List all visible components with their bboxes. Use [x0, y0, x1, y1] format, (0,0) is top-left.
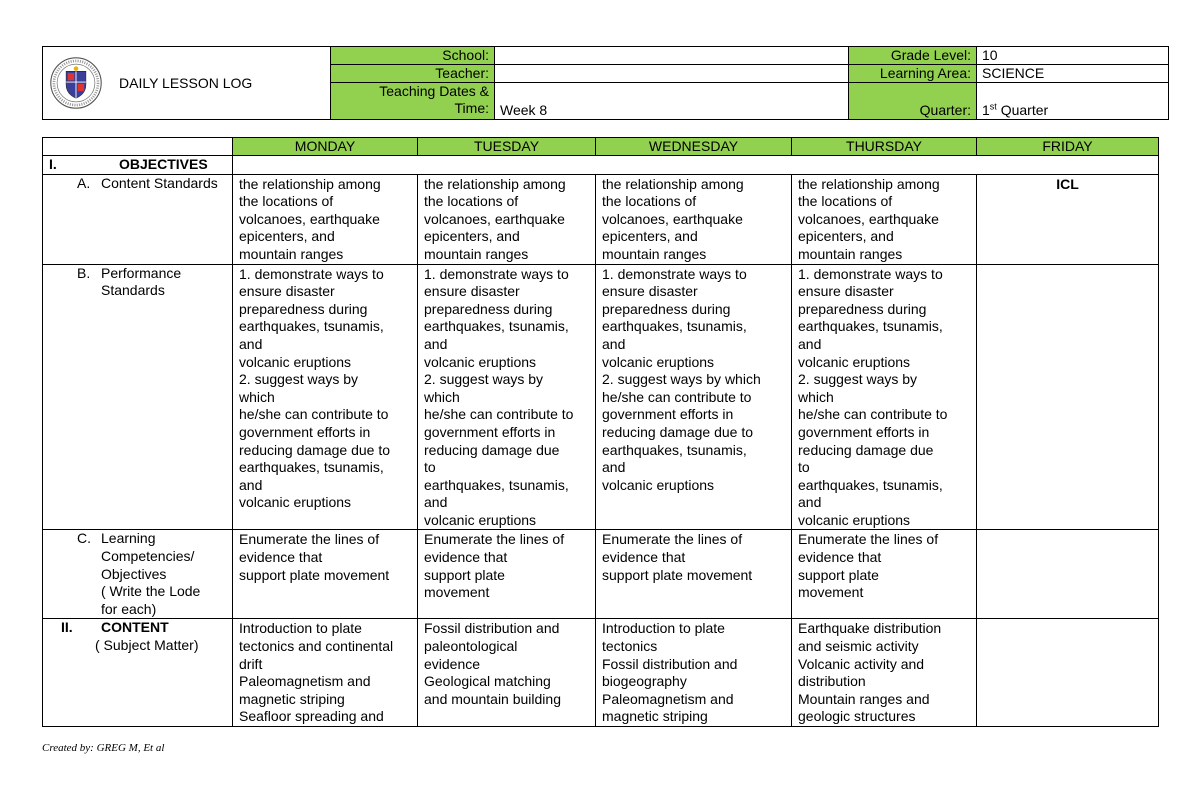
day-monday: MONDAY	[233, 138, 418, 156]
cell-line: earthquakes, tsunamis,	[798, 476, 943, 493]
cell-line: epicenters, and	[602, 228, 698, 245]
cell-line: 2. suggest ways by	[239, 371, 359, 388]
cell-line: volcanic eruptions	[424, 353, 537, 370]
learning-area-field[interactable]: SCIENCE	[977, 65, 1169, 83]
content-thursday[interactable]	[792, 619, 977, 727]
cell-line: geologic structures	[798, 708, 916, 725]
content-row	[43, 619, 1159, 727]
cell-line: support plate	[798, 566, 879, 583]
cell-line: Earthquake distribution	[798, 620, 942, 637]
cell-line: preparedness during	[239, 300, 368, 317]
cell-line: reducing damage due	[798, 441, 934, 458]
learning-competencies-friday[interactable]	[977, 530, 1159, 619]
cell-line: and	[602, 335, 626, 352]
cell-line: volcanoes, earthquake	[798, 210, 939, 227]
performance-standards-label	[43, 264, 233, 530]
deped-seal-icon	[49, 56, 103, 110]
cell-line: and seismic activity	[798, 638, 919, 655]
cell-line: reducing damage due to	[602, 423, 753, 440]
cell-line: Enumerate the lines of	[239, 531, 380, 548]
blank-header-cell	[43, 138, 233, 156]
quarter-word: Quarter	[996, 102, 1049, 118]
cell-line: Enumerate the lines of	[602, 531, 743, 548]
learning-competencies-text	[89, 530, 200, 618]
school-label: School:	[331, 47, 495, 65]
cell-line: ensure disaster	[239, 283, 335, 300]
cell-line: the locations of	[424, 193, 519, 210]
cell-line: Competencies/	[101, 548, 195, 565]
cell-line: 1. demonstrate ways to	[798, 265, 943, 282]
footer-credit: Created by: GREG M, Et al	[42, 742, 165, 754]
content-standards-row	[43, 174, 1159, 264]
cell-line: drift	[239, 655, 263, 672]
cell-line: he/she can contribute to	[424, 406, 574, 423]
cell-line: preparedness during	[602, 300, 731, 317]
cell-line: volcanic eruptions	[798, 511, 911, 528]
performance-standards-row	[43, 264, 1159, 530]
cell-line: he/she can contribute to	[798, 406, 948, 423]
cell-line: movement	[798, 584, 864, 601]
teaching-dates-label-line2: Time:	[454, 100, 489, 116]
day-header-row	[43, 138, 1159, 156]
learning-competencies-row	[43, 530, 1159, 619]
day-friday: FRIDAY	[977, 138, 1159, 156]
cell-line: earthquakes, tsunamis,	[424, 476, 569, 493]
quarter-label: Quarter:	[849, 83, 977, 120]
teaching-dates-label	[331, 83, 495, 120]
cell-line: he/she can contribute to	[239, 406, 389, 423]
cell-line: epicenters, and	[798, 228, 894, 245]
quarter-number: 1	[982, 102, 990, 118]
content-standards-thursday[interactable]	[792, 174, 977, 264]
cell-line: support plate movement	[602, 566, 753, 583]
content-friday[interactable]	[977, 619, 1159, 727]
cell-line: the locations of	[239, 193, 334, 210]
cell-line: support plate	[424, 566, 505, 583]
cell-line: Seafloor spreading and	[239, 708, 384, 725]
content-monday[interactable]	[233, 619, 418, 727]
cell-line: Introduction to plate	[602, 620, 725, 637]
cell-line: and	[239, 476, 263, 493]
cell-line: evidence that	[602, 549, 686, 566]
grade-level-label: Grade Level:	[849, 47, 977, 65]
cell-line: government efforts in	[239, 423, 371, 440]
cell-line: Fossil distribution and	[602, 655, 738, 672]
content-sublabel: ( Subject Matter)	[95, 637, 199, 654]
learning-competencies-tuesday[interactable]	[418, 530, 596, 619]
cell-line: evidence that	[239, 549, 323, 566]
content-label	[43, 619, 233, 727]
logo-cell	[43, 47, 331, 120]
cell-line: Enumerate the lines of	[798, 531, 939, 548]
cell-line: mountain ranges	[602, 245, 707, 262]
day-thursday: THURSDAY	[792, 138, 977, 156]
cell-line: reducing damage due to	[239, 441, 390, 458]
cell-line: which	[239, 388, 275, 405]
cell-line: evidence that	[798, 549, 882, 566]
content-standards-label	[43, 174, 233, 264]
cell-line: distribution	[798, 673, 866, 690]
quarter-field[interactable]	[977, 83, 1169, 120]
cell-line: ensure disaster	[602, 283, 698, 300]
cell-line: evidence that	[424, 549, 508, 566]
day-tuesday: TUESDAY	[418, 138, 596, 156]
cell-line: volcanic eruptions	[424, 511, 537, 528]
cell-line: volcanic eruptions	[239, 494, 352, 511]
cell-line: biogeography	[602, 673, 687, 690]
cell-line: movement	[424, 584, 490, 601]
lesson-table	[42, 137, 1159, 727]
teacher-field[interactable]	[495, 65, 849, 83]
teaching-dates-label-line1: Teaching Dates &	[379, 83, 489, 99]
cell-line: 1. demonstrate ways to	[424, 265, 569, 282]
content-standards-letter: A.	[77, 174, 91, 191]
cell-line: Fossil distribution and	[424, 620, 560, 637]
cell-line: Geological matching	[424, 673, 551, 690]
cell-line: volcanic eruptions	[798, 353, 911, 370]
cell-line: to	[798, 459, 810, 476]
objectives-row	[43, 156, 1159, 175]
cell-line: earthquakes, tsunamis,	[424, 318, 569, 335]
cell-line: paleontological	[424, 638, 518, 655]
learning-competencies-letter: C.	[77, 530, 91, 547]
cell-line: the relationship among	[239, 175, 381, 192]
teaching-dates-field[interactable]: Week 8	[495, 83, 849, 120]
cell-line: and	[602, 459, 626, 476]
cell-line: Volcanic activity and	[798, 655, 925, 672]
cell-line: which	[424, 388, 460, 405]
cell-line: evidence	[424, 655, 481, 672]
content-numeral: II.	[61, 619, 73, 636]
cell-line: 1. demonstrate ways to	[602, 265, 747, 282]
cell-line: Mountain ranges and	[798, 690, 930, 707]
cell-line: which	[798, 388, 834, 405]
cell-line: ( Write the Lode	[101, 583, 201, 600]
learning-competencies-label	[43, 530, 233, 619]
cell-line: volcanic eruptions	[602, 476, 715, 493]
cell-line: mountain ranges	[424, 245, 529, 262]
cell-line: and	[424, 494, 448, 511]
cell-line: earthquakes, tsunamis,	[239, 318, 384, 335]
cell-line: Objectives	[101, 565, 167, 582]
cell-line: Introduction to plate	[239, 620, 362, 637]
document-title: DAILY LESSON LOG	[119, 74, 253, 91]
cell-line: magnetic striping	[602, 708, 708, 725]
grade-level-field[interactable]: 10	[977, 47, 1169, 65]
cell-line: 2. suggest ways by	[424, 371, 544, 388]
cell-line: support plate movement	[239, 566, 390, 583]
cell-line: and mountain building	[424, 690, 561, 707]
content-standards-wednesday[interactable]	[596, 174, 792, 264]
content-wednesday[interactable]	[596, 619, 792, 727]
school-field[interactable]	[495, 47, 849, 65]
performance-standards-letter: B.	[77, 264, 91, 281]
cell-line: mountain ranges	[239, 245, 344, 262]
performance-standards-text-2: Standards	[101, 282, 165, 299]
header-table	[42, 46, 1169, 120]
cell-line: and	[424, 335, 448, 352]
performance-standards-monday[interactable]	[233, 264, 418, 530]
objectives-numeral: I.	[49, 156, 57, 172]
cell-line: epicenters, and	[239, 228, 335, 245]
performance-standards-friday[interactable]	[977, 264, 1159, 530]
performance-standards-wednesday[interactable]	[596, 264, 792, 530]
objectives-blank	[233, 156, 1159, 175]
cell-line: Learning	[101, 530, 156, 547]
content-standards-monday[interactable]	[233, 174, 418, 264]
cell-line: 2. suggest ways by which	[602, 371, 761, 388]
cell-line: and	[239, 335, 263, 352]
learning-competencies-monday[interactable]	[233, 530, 418, 619]
cell-line: volcanic eruptions	[239, 353, 352, 370]
cell-line: volcanoes, earthquake	[239, 210, 380, 227]
teacher-label: Teacher:	[331, 65, 495, 83]
cell-line: tectonics and continental	[239, 638, 394, 655]
cell-line: ensure disaster	[798, 283, 894, 300]
day-wednesday: WEDNESDAY	[596, 138, 792, 156]
learning-competencies-thursday[interactable]	[792, 530, 977, 619]
content-standards-tuesday[interactable]	[418, 174, 596, 264]
cell-line: 2. suggest ways by	[798, 371, 918, 388]
cell-line: earthquakes, tsunamis,	[602, 318, 747, 335]
cell-line: 1. demonstrate ways to	[239, 265, 384, 282]
performance-standards-thursday[interactable]	[792, 264, 977, 530]
cell-line: the relationship among	[798, 175, 940, 192]
cell-line: earthquakes, tsunamis,	[239, 459, 384, 476]
cell-line: he/she can contribute to	[602, 388, 752, 405]
cell-line: for each)	[101, 600, 157, 617]
content-heading: CONTENT	[101, 619, 169, 636]
cell-line: Paleomagnetism and	[602, 690, 734, 707]
cell-line: earthquakes, tsunamis,	[798, 318, 943, 335]
cell-line: Paleomagnetism and	[239, 673, 371, 690]
cell-line: and	[798, 335, 822, 352]
cell-line: to	[424, 459, 436, 476]
cell-line: volcanoes, earthquake	[424, 210, 565, 227]
cell-line: ensure disaster	[424, 283, 520, 300]
cell-line: epicenters, and	[424, 228, 520, 245]
cell-line: the relationship among	[602, 175, 744, 192]
cell-line: and	[798, 494, 822, 511]
cell-line: Enumerate the lines of	[424, 531, 565, 548]
cell-line: preparedness during	[424, 300, 553, 317]
cell-line: government efforts in	[798, 423, 930, 440]
content-standards-friday[interactable]: ICL	[977, 174, 1159, 264]
cell-line: magnetic striping	[239, 690, 345, 707]
quarter-suffix: st	[989, 101, 997, 112]
objectives-label: OBJECTIVES	[119, 156, 208, 172]
cell-line: government efforts in	[602, 406, 734, 423]
content-standards-text: Content Standards	[101, 174, 218, 191]
performance-standards-text-1: Performance	[101, 264, 182, 281]
cell-line: the locations of	[602, 193, 697, 210]
content-tuesday[interactable]	[418, 619, 596, 727]
cell-line: the relationship among	[424, 175, 566, 192]
performance-standards-tuesday[interactable]	[418, 264, 596, 530]
cell-line: mountain ranges	[798, 245, 903, 262]
learning-area-label: Learning Area:	[849, 65, 977, 83]
objectives-heading	[43, 156, 233, 175]
learning-competencies-wednesday[interactable]	[596, 530, 792, 619]
cell-line: volcanoes, earthquake	[602, 210, 743, 227]
cell-line: tectonics	[602, 638, 658, 655]
cell-line: reducing damage due	[424, 441, 560, 458]
cell-line: preparedness during	[798, 300, 927, 317]
cell-line: the locations of	[798, 193, 893, 210]
cell-line: earthquakes, tsunamis,	[602, 441, 747, 458]
cell-line: volcanic eruptions	[602, 353, 715, 370]
cell-line: government efforts in	[424, 423, 556, 440]
